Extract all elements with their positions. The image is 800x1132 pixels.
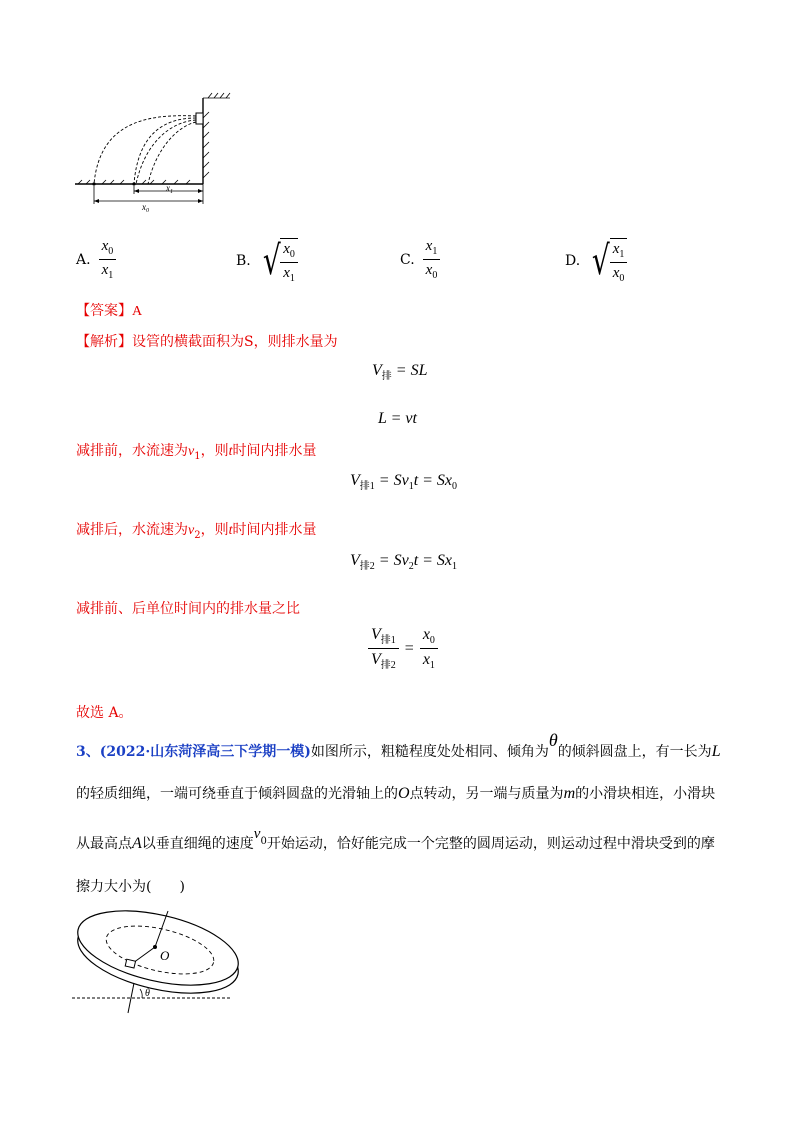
x1-label: $x_1$ xyxy=(166,183,173,195)
trajectory-figure xyxy=(70,88,240,213)
option-sqrt-fraction: √ $\frac{x_0}{x_1}$ xyxy=(259,238,298,284)
sqrt-sign-icon: √ xyxy=(262,238,281,284)
equation-3: $V_{排1} = Sv_1t = Sx_0$ xyxy=(350,472,458,493)
option-sqrt-fraction: √ $\frac{x_1}{x_0}$ xyxy=(588,238,627,284)
equation-4: $V_{排2} = Sv_2t = Sx_1$ xyxy=(350,552,458,573)
question3-line1: 3、(2022·山东菏泽高三下学期一模)如图所示，粗糙程度处处相同、倾角为θ的倾斜圆盘上，有一长为L xyxy=(76,730,721,760)
sqrt-sign-icon: √ xyxy=(592,238,610,284)
O-label: O xyxy=(160,948,170,963)
analysis-tag: 【解析】 xyxy=(76,334,132,350)
analysis-intro xyxy=(76,332,338,352)
option-fraction: $\frac{x_0}{x_1}$ xyxy=(99,238,117,281)
equation-2: L = vt xyxy=(378,410,417,427)
before-text: 减排前，水流速为$v_1$，则t时间内排水量 xyxy=(76,443,317,462)
question3-line3: 从最高点A以垂直细绳的速度$v_0$开始运动，恰好能完成一个完整的圆周运动，则运动过程中滑块受到的摩 xyxy=(76,826,715,852)
x0-label: $x_0$ xyxy=(142,202,149,213)
analysis-intro-text: 设管的横截面积为S，则排水量为 xyxy=(132,334,338,350)
option-letter: B. xyxy=(236,253,251,269)
option-3[interactable] xyxy=(565,238,627,284)
option-0[interactable] xyxy=(76,238,116,281)
answer-value: A xyxy=(132,304,143,319)
option-1[interactable] xyxy=(236,238,298,284)
question-number: 3、 xyxy=(76,744,100,760)
question-source: (2022·山东菏泽高三下学期一模) xyxy=(99,744,311,760)
option-fraction: $\frac{x_1}{x_0}$ xyxy=(423,238,441,281)
option-letter: A. xyxy=(76,251,91,268)
ratio-equation: $\frac{V_{排1}}{V_{排2}}$ = $\frac{x_0}{x_1}$ xyxy=(368,626,438,671)
ratio-text: 减排前、后单位时间内的排水量之比 xyxy=(76,601,300,617)
answer-tag: 【答案】 xyxy=(76,303,132,319)
question3-line2: 的轻质细绳，一端可绕垂直于倾斜圆盘的光滑轴上的O点转动，另一端与质量为m的小滑块相连，小滑块 xyxy=(76,785,716,802)
question3-line4: 擦力大小为( ) xyxy=(76,879,185,895)
conclusion: 故选 A。 xyxy=(76,705,133,721)
theta-label: θ xyxy=(145,988,150,999)
option-letter: D. xyxy=(565,253,581,269)
after-text: 减排后，水流速为$v_2$，则t时间内排水量 xyxy=(76,522,317,541)
option-letter: C. xyxy=(400,251,415,268)
equation-1: $V_排$ = SL xyxy=(372,362,428,383)
answer-line xyxy=(76,301,142,322)
option-2[interactable] xyxy=(400,238,440,281)
inclined-disk-figure xyxy=(70,903,245,1018)
